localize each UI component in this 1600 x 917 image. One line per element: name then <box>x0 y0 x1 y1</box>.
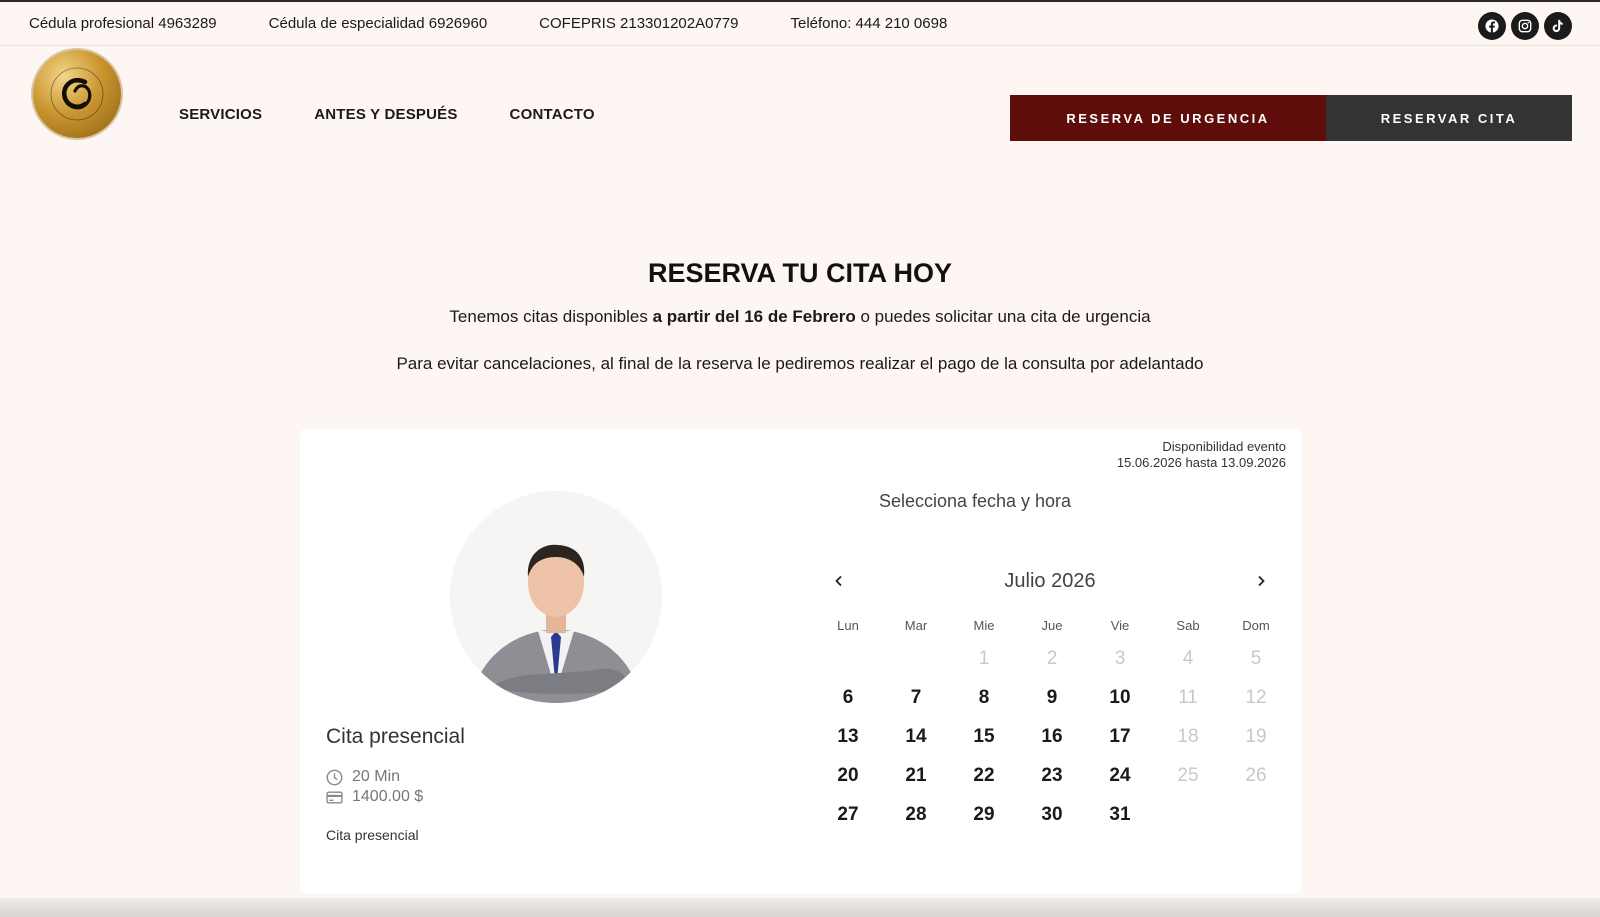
calendar-day: 18 <box>1177 725 1199 747</box>
social-links <box>1478 12 1572 40</box>
instagram-icon[interactable] <box>1511 12 1539 40</box>
calendar-day[interactable]: 7 <box>910 686 922 708</box>
next-month-button[interactable] <box>1249 569 1273 593</box>
booking-widget <box>300 429 1302 893</box>
calendar-day: 2 <box>1046 647 1058 669</box>
clock-icon <box>326 769 343 786</box>
calendar-day[interactable]: 29 <box>973 803 995 825</box>
calendar-day: 4 <box>1182 647 1194 669</box>
cofepris-number: COFEPRIS 213301202A0779 <box>539 15 739 32</box>
calendar-day[interactable]: 8 <box>978 686 990 708</box>
calendar-day[interactable]: 31 <box>1109 803 1131 825</box>
calendar-day: 11 <box>1178 686 1198 708</box>
availability-range: 15.06.2026 hasta 13.09.2026 <box>1116 455 1286 470</box>
calendar-day[interactable]: 27 <box>837 803 859 825</box>
event-price <box>326 788 423 806</box>
professional-license: Cédula profesional 4963289 <box>29 15 217 32</box>
calendar-day[interactable]: 20 <box>837 764 859 786</box>
calendar-day[interactable]: 21 <box>905 764 927 786</box>
logo-monogram <box>47 64 107 124</box>
weekday-header: Dom <box>1242 617 1270 633</box>
page-title: RESERVA TU CITA HOY <box>647 258 953 288</box>
calendar-day[interactable]: 23 <box>1041 764 1063 786</box>
weekday-header: Jue <box>1041 617 1063 633</box>
book-appointment-button[interactable]: RESERVAR CITA <box>1326 95 1572 141</box>
event-availability <box>1117 439 1286 471</box>
calendar-day[interactable]: 22 <box>973 764 995 786</box>
weekday-header: Sab <box>1176 617 1200 633</box>
doctor-photo <box>450 491 662 703</box>
calendar-day: 26 <box>1245 764 1267 786</box>
calendar-day[interactable]: 13 <box>837 725 859 747</box>
payment-notice: Para evitar cancelaciones, al final de la reserva le pediremos realizar el pago de la consulta por adelantado <box>396 354 1204 373</box>
weekday-header: Lun <box>837 617 859 633</box>
calendar-day[interactable]: 10 <box>1109 686 1131 708</box>
chevron-right-icon <box>1255 575 1267 587</box>
tiktok-icon[interactable] <box>1544 12 1572 40</box>
phone-number: Teléfono: 444 210 0698 <box>790 15 948 32</box>
event-name: Cita presencial <box>326 725 465 748</box>
calendar-empty-cell <box>882 639 950 678</box>
calendar-day: 19 <box>1245 725 1267 747</box>
urgent-booking-button[interactable]: RESERVA DE URGENCIA <box>1010 95 1326 141</box>
calendar-grid <box>814 611 1290 834</box>
bottom-edge <box>0 898 1600 917</box>
main-nav <box>179 106 595 123</box>
weekday-header: Mie <box>973 617 995 633</box>
availability-label: Disponibilidad evento <box>1162 439 1286 454</box>
calendar-day: 3 <box>1114 647 1126 669</box>
calendar-day: 25 <box>1177 764 1199 786</box>
price-value: 1400.00 $ <box>352 788 424 805</box>
calendar-day[interactable]: 24 <box>1109 764 1131 786</box>
calendar-day: 5 <box>1250 647 1262 669</box>
nav-contacto[interactable]: CONTACTO <box>509 106 595 123</box>
calendar-day[interactable]: 6 <box>842 686 854 708</box>
availability-notice <box>0 307 1600 327</box>
specialty-license: Cédula de especialidad 6926960 <box>268 15 488 32</box>
previous-month-button[interactable] <box>827 569 851 593</box>
nav-antes-y-despues[interactable]: ANTES Y DESPUÉS <box>314 106 458 123</box>
select-date-time-label: Selecciona fecha y hora <box>878 491 1072 511</box>
credit-card-icon <box>326 789 343 806</box>
nav-servicios[interactable]: SERVICIOS <box>179 106 263 123</box>
clinic-logo[interactable] <box>33 50 121 138</box>
weekday-header: Mar <box>904 617 928 633</box>
availability-start-date: a partir del 16 de Febrero <box>652 307 856 326</box>
calendar-month: Julio 2026 <box>1004 570 1096 592</box>
calendar-day[interactable]: 15 <box>973 725 995 747</box>
calendar-day[interactable]: 9 <box>1046 686 1058 708</box>
availability-notice-start: Tenemos citas disponibles <box>449 307 653 326</box>
chevron-left-icon <box>833 575 845 587</box>
facebook-icon[interactable] <box>1478 12 1506 40</box>
event-duration <box>326 768 400 786</box>
calendar-day[interactable]: 16 <box>1041 725 1063 747</box>
calendar-empty-cell <box>814 639 882 678</box>
duration-value: 20 Min <box>352 768 401 785</box>
calendar-day: 1 <box>978 647 990 669</box>
calendar-day[interactable]: 14 <box>905 725 927 747</box>
calendar-day[interactable]: 30 <box>1041 803 1063 825</box>
weekday-header: Vie <box>1110 617 1130 633</box>
availability-notice-end: o puedes solicitar una cita de urgencia <box>855 307 1151 326</box>
info-bar <box>0 2 1600 46</box>
calendar-day: 12 <box>1245 686 1267 708</box>
calendar-day[interactable]: 28 <box>905 803 927 825</box>
calendar-day[interactable]: 17 <box>1109 725 1131 747</box>
event-description: Cita presencial <box>326 827 419 843</box>
